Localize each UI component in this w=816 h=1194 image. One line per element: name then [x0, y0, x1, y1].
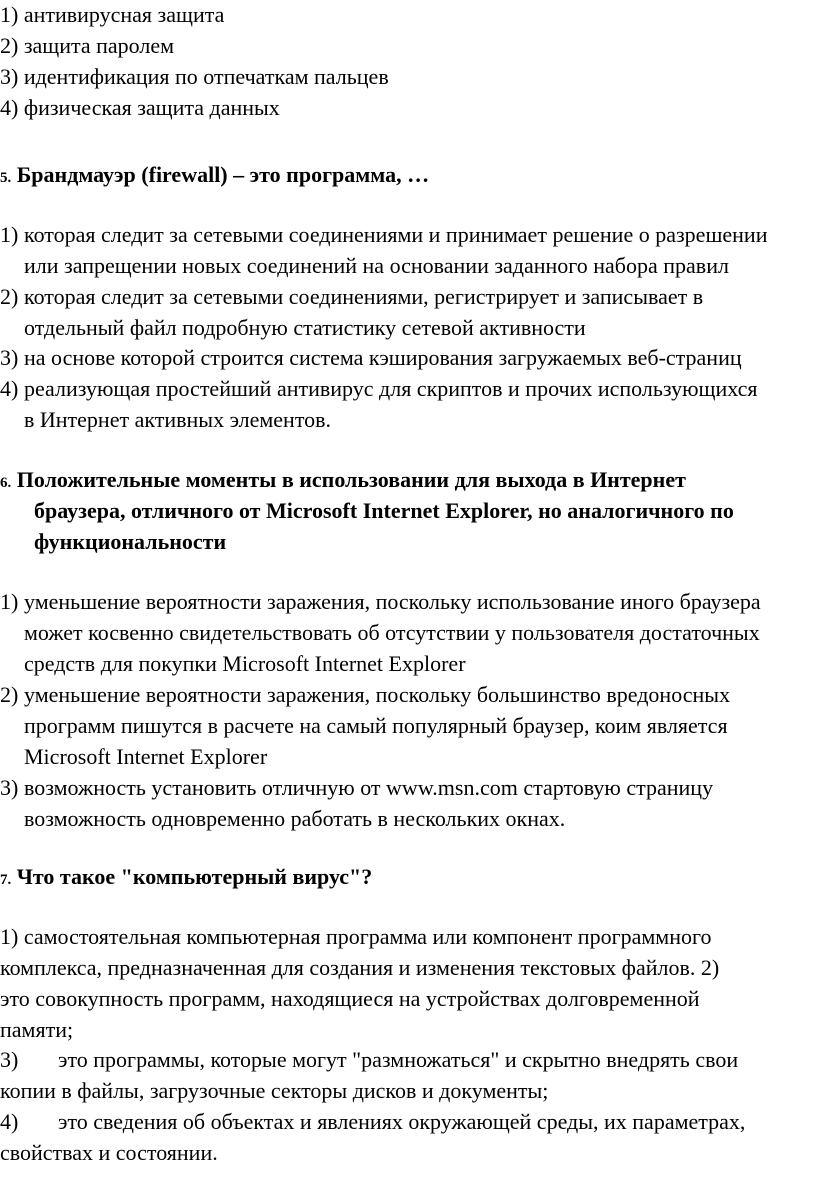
q5-option-line: которая следит за сетевыми соединениями, регистрирует и записывает в [24, 284, 704, 309]
option-number: 4) [0, 1109, 19, 1134]
q5-option-line: реализующая простейший антивирус для скриптов и прочих использующихся [24, 376, 758, 401]
question-text: Брандмауэр (firewall) – это программа, … [16, 162, 430, 187]
q6-option-line: возможность установить отличную от www.msn.com стартовую страницу [24, 775, 714, 800]
q6-option-line: средств для покупки Microsoft Internet Explorer [24, 651, 466, 676]
q6-option-num: 2) [0, 682, 19, 707]
question-5 [0, 164, 429, 186]
question-text: функциональности [34, 529, 227, 554]
q7-text-line: памяти; [0, 1017, 74, 1042]
q5-option-num: 2) [0, 284, 19, 309]
option-text: это программы, которые могут "размножаться" и скрытно внедрять свои [58, 1047, 739, 1072]
q4-option-1: 1) антивирусная защита [0, 2, 225, 27]
q6-option-num: 1) [0, 589, 19, 614]
q7-text-line: 1) самостоятельная компьютерная программа или компонент программного [0, 924, 712, 949]
q7-option-3-cont: копии в файлы, загрузочные секторы дисков и документы; [0, 1078, 549, 1103]
q4-option-2: 2) защита паролем [0, 33, 175, 58]
question-number: 7. [0, 872, 12, 888]
q7-option-4 [0, 1111, 745, 1133]
q6-option-line: программ пишутся в расчете на самый популярный браузер, коим является [24, 713, 728, 738]
q6-option-line: уменьшение вероятности заражения, поскольку большинство вредоносных [24, 682, 731, 707]
q5-option-num: 4) [0, 376, 19, 401]
question-text: браузера, отличного от Microsoft Internet Explorer, но аналогичного по [34, 498, 734, 523]
q7-text-line: комплекса, предназначенная для создания и изменения текстовых файлов. 2) [0, 955, 720, 980]
q7-option-4-cont: свойствах и состоянии. [0, 1140, 218, 1165]
q5-option-num: 3) [0, 345, 19, 370]
q6-option-line: Microsoft Internet Explorer [24, 744, 268, 769]
q7-option-3 [0, 1049, 738, 1071]
q6-option-line: возможность одновременно работать в нескольких окнах. [24, 806, 566, 831]
q6-option-line: уменьшение вероятности заражения, поскольку использование иного браузера [24, 589, 761, 614]
q7-text-line: это совокупность программ, находящиеся на устройствах долговременной [0, 986, 700, 1011]
q5-option-num: 1) [0, 222, 19, 247]
question-6 [0, 469, 686, 491]
question-number: 5. [0, 170, 12, 186]
question-7 [0, 866, 372, 888]
q5-option-line: в Интернет активных элементов. [24, 407, 332, 432]
option-text: это сведения об объектах и явлениях окружающей среды, их параметрах, [58, 1109, 746, 1134]
question-text: Положительные моменты в использовании для выхода в Интернет [16, 467, 686, 492]
q4-option-3: 3) идентификация по отпечаткам пальцев [0, 64, 389, 89]
q4-option-4: 4) физическая защита данных [0, 95, 280, 120]
question-number: 6. [0, 475, 12, 491]
q5-option-line: отдельный файл подробную статистику сетевой активности [24, 315, 586, 340]
q5-option-line: или запрещении новых соединений на основании заданного набора правил [24, 253, 729, 278]
q5-option-line: которая следит за сетевыми соединениями и принимает решение о разрешении [24, 222, 768, 247]
q5-option-line: на основе которой строится система кэширования загружаемых веб-страниц [24, 345, 742, 370]
question-text: Что такое "компьютерный вирус"? [16, 864, 373, 889]
q6-option-num: 3) [0, 775, 19, 800]
option-number: 3) [0, 1047, 19, 1072]
q6-option-line: может косвенно свидетельствовать об отсутствии у пользователя достаточных [24, 620, 760, 645]
